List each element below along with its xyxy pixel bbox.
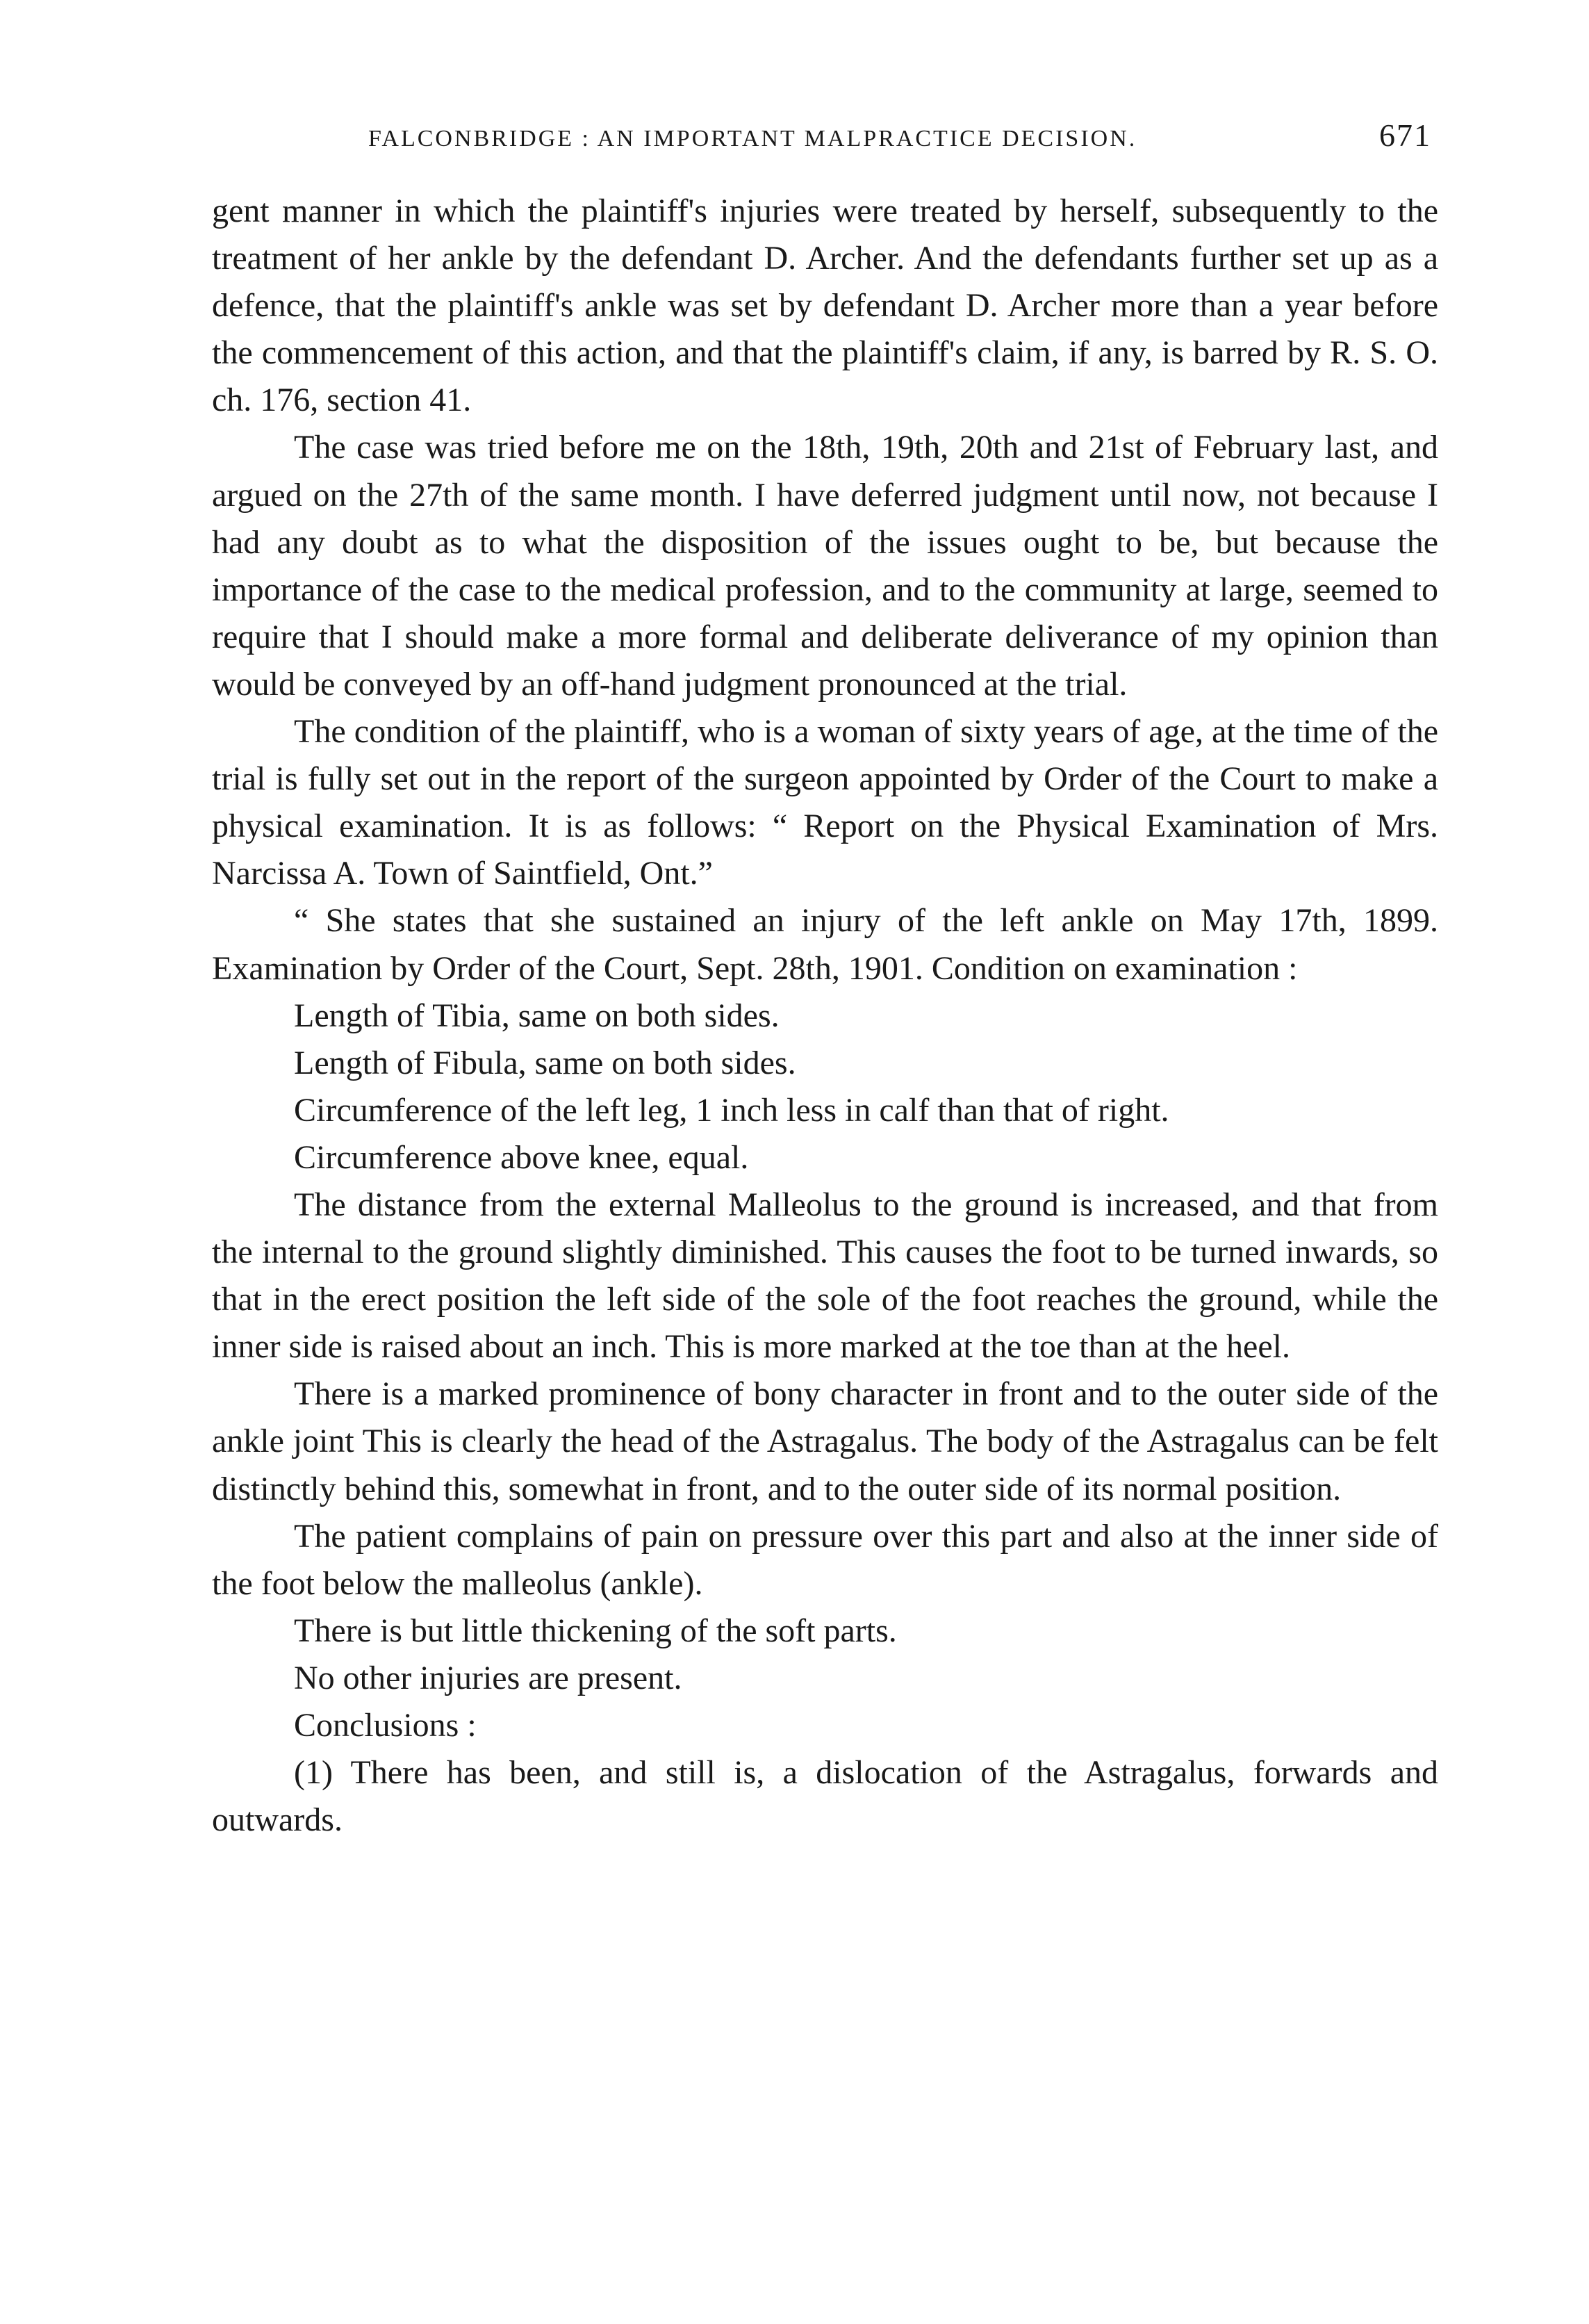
- conclusion-1: (1) There has been, and still is, a dislocation of the Astragalus, forwards and outwards.: [212, 1754, 1438, 1839]
- paragraph-trial: The case was tried before me on the 18th, 19th, 20th and 21st of February last, and argued on the 27th of the same month. I have deferred judgment until now, not because I had any doubt as to what the disposition of the issues ought to be, but because the importance of the case to the medical profession, and to the community at large, seemed to require that I should make a more formal and deliberate deliverance of my opinion than would be conveyed by an off-hand judgment pronounced at the trial.: [212, 429, 1438, 703]
- report-line-fibula: Length of Fibula, same on both sides.: [294, 1044, 796, 1081]
- report-line-leg-circumference: Circumference of the left leg, 1 inch less in calf than that of right.: [294, 1091, 1169, 1129]
- running-title: FALCONBRIDGE : AN IMPORTANT MALPRACTICE DECISION.: [368, 126, 1137, 152]
- body-text: [212, 188, 1438, 1844]
- paragraph-continuation: gent manner in which the plaintiff's injuries were treated by herself, subsequently to the treatment of her ankle by the defendant D. Archer. And the defendants further set up as a defence, that the plaintiff's ankle was set by defendant D. Archer more than a year before the commencement of this action, and that the plaintiff's claim, if any, is barred by R. S. O. ch. 176, section 41.: [212, 193, 1438, 419]
- report-line-tibia: Length of Tibia, same on both sides.: [294, 997, 780, 1034]
- paragraph-pain: The patient complains of pain on pressure over this part and also at the inner side of the foot below the malleolus (ankle).: [212, 1517, 1438, 1602]
- page-number: 671: [1379, 117, 1431, 153]
- paragraph-report-intro: “ She states that she sustained an injury of the left ankle on May 17th, 1899. Examination by Order of the Court, Sept. 28th, 1901. Condition on examination :: [212, 902, 1438, 987]
- report-line-thickening: There is but little thickening of the soft parts.: [294, 1612, 897, 1649]
- paragraph-prominence: There is a marked prominence of bony character in front and to the outer side of the ankle joint This is clearly the head of the Astragalus. The body of the Astragalus can be felt distinctly behind this, somewhat in front, and to the outer side of its normal position.: [212, 1375, 1438, 1507]
- conclusions-heading: Conclusions :: [294, 1707, 477, 1744]
- report-line-no-other-injuries: No other injuries are present.: [294, 1659, 682, 1696]
- page-header: [368, 117, 1431, 158]
- paragraph-malleolus: The distance from the external Malleolus to the ground is increased, and that from the internal to the ground slightly diminished. This causes the foot to be turned inwards, so that in the erect position the left side of the sole of the foot reaches the ground, while the inner side is raised about an inch. This is more marked at the toe than at the heel.: [212, 1186, 1438, 1366]
- report-line-knee-circumference: Circumference above knee, equal.: [294, 1138, 749, 1176]
- paragraph-condition: The condition of the plaintiff, who is a woman of sixty years of age, at the time of the trial is fully set out in the report of the surgeon appointed by Order of the Court to make a physical examination. It is as follows: “ Report on the Physical Examination of Mrs. Narcissa A. Town of Saintfield, Ont.”: [212, 713, 1438, 892]
